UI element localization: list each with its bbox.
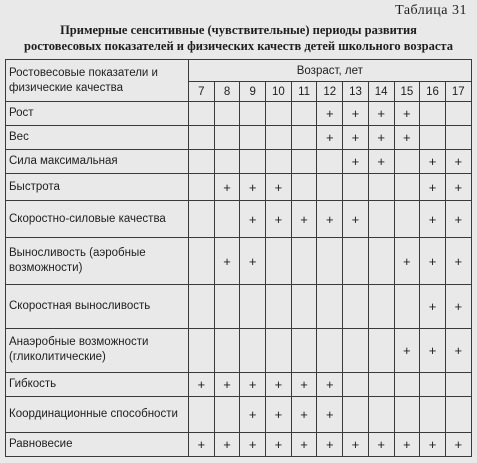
- sensitivity-mark-cell: +: [291, 201, 317, 238]
- sensitivity-mark-cell: [189, 201, 215, 238]
- table-row: [6, 238, 472, 285]
- sensitivity-mark-cell: [343, 396, 369, 432]
- age-header-cell: 8: [214, 82, 240, 102]
- sensitivity-mark-cell: +: [214, 174, 240, 201]
- sensitivity-mark-cell: +: [343, 150, 369, 174]
- sensitivity-mark-cell: [343, 372, 369, 396]
- sensitivity-mark-cell: [240, 150, 266, 174]
- sensitivity-mark-cell: +: [394, 432, 420, 456]
- sensitivity-mark-cell: [343, 174, 369, 201]
- sensitivity-mark-cell: [189, 396, 215, 432]
- sensitivity-mark-cell: [394, 150, 420, 174]
- sensitivity-mark-cell: +: [368, 102, 394, 126]
- sensitivity-mark-cell: [266, 238, 292, 285]
- sensitive-periods-table: [5, 59, 472, 457]
- sensitivity-mark-cell: +: [420, 174, 446, 201]
- sensitivity-mark-cell: +: [189, 372, 215, 396]
- sensitivity-mark-cell: +: [240, 432, 266, 456]
- sensitivity-mark-cell: [214, 126, 240, 150]
- sensitivity-mark-cell: +: [317, 372, 343, 396]
- sensitivity-mark-cell: +: [291, 372, 317, 396]
- sensitivity-mark-cell: [291, 285, 317, 329]
- sensitivity-mark-cell: [420, 396, 446, 432]
- sensitivity-mark-cell: +: [343, 126, 369, 150]
- sensitivity-mark-cell: [343, 285, 369, 329]
- sensitivity-mark-cell: +: [317, 102, 343, 126]
- header-age: Возраст, лет: [189, 60, 472, 82]
- table-row: [6, 285, 472, 329]
- age-header-cell: 13: [343, 82, 369, 102]
- row-label: Рост: [6, 102, 189, 126]
- sensitivity-mark-cell: +: [240, 396, 266, 432]
- sensitivity-mark-cell: +: [266, 372, 292, 396]
- sensitivity-mark-cell: +: [266, 432, 292, 456]
- sensitivity-mark-cell: [240, 126, 266, 150]
- sensitivity-mark-cell: +: [317, 396, 343, 432]
- sensitivity-mark-cell: [394, 396, 420, 432]
- sensitivity-mark-cell: [214, 201, 240, 238]
- row-label: Быстрота: [6, 174, 189, 201]
- sensitivity-mark-cell: [394, 372, 420, 396]
- table-row: [6, 174, 472, 201]
- sensitivity-mark-cell: +: [343, 201, 369, 238]
- age-header-cell: 17: [445, 82, 471, 102]
- row-label: Скоростная выносливость: [6, 285, 189, 329]
- sensitivity-mark-cell: [368, 201, 394, 238]
- sensitivity-mark-cell: +: [420, 285, 446, 329]
- sensitivity-mark-cell: +: [240, 372, 266, 396]
- row-label: Анаэробные возможности (гликолитические): [6, 329, 189, 373]
- sensitivity-mark-cell: [291, 174, 317, 201]
- sensitivity-mark-cell: [214, 396, 240, 432]
- sensitivity-mark-cell: +: [266, 201, 292, 238]
- sensitivity-mark-cell: +: [266, 396, 292, 432]
- sensitivity-mark-cell: [291, 238, 317, 285]
- header-indicators: Ростовесовые показатели и физические качества: [6, 60, 189, 102]
- table-row: [6, 372, 472, 396]
- sensitivity-mark-cell: [266, 102, 292, 126]
- sensitivity-mark-cell: [420, 372, 446, 396]
- sensitivity-mark-cell: [368, 238, 394, 285]
- table-row: [6, 329, 472, 373]
- sensitivity-mark-cell: [189, 150, 215, 174]
- sensitivity-mark-cell: [420, 102, 446, 126]
- age-header-cell: 11: [291, 82, 317, 102]
- table-row: [6, 396, 472, 432]
- sensitivity-mark-cell: [317, 238, 343, 285]
- row-label: Выносливость (аэробные возможности): [6, 238, 189, 285]
- sensitivity-mark-cell: [394, 174, 420, 201]
- row-label: Гибкость: [6, 372, 189, 396]
- age-header-cell: 12: [317, 82, 343, 102]
- sensitivity-mark-cell: +: [240, 174, 266, 201]
- sensitivity-mark-cell: [394, 285, 420, 329]
- sensitivity-mark-cell: [343, 329, 369, 373]
- age-header-cell: 10: [266, 82, 292, 102]
- sensitivity-mark-cell: [291, 329, 317, 373]
- row-label: Равновесие: [6, 432, 189, 456]
- sensitivity-mark-cell: +: [189, 432, 215, 456]
- row-label: Вес: [6, 126, 189, 150]
- sensitivity-mark-cell: +: [445, 150, 471, 174]
- sensitivity-mark-cell: [445, 372, 471, 396]
- sensitivity-mark-cell: +: [394, 238, 420, 285]
- sensitivity-mark-cell: +: [394, 102, 420, 126]
- sensitivity-mark-cell: [343, 238, 369, 285]
- table-title-line-2: ростовесовых показателей и физических качеств детей школьного возраста: [24, 39, 453, 53]
- sensitivity-mark-cell: [240, 329, 266, 373]
- sensitivity-mark-cell: +: [420, 201, 446, 238]
- sensitivity-mark-cell: [266, 329, 292, 373]
- sensitivity-mark-cell: [214, 329, 240, 373]
- sensitivity-mark-cell: +: [420, 238, 446, 285]
- row-label: Скоростно-силовые качества: [6, 201, 189, 238]
- table-row: [6, 102, 472, 126]
- sensitivity-mark-cell: +: [317, 201, 343, 238]
- sensitivity-mark-cell: [291, 126, 317, 150]
- age-header-cell: 9: [240, 82, 266, 102]
- age-header-cell: 16: [420, 82, 446, 102]
- age-header-cell: 15: [394, 82, 420, 102]
- sensitivity-mark-cell: +: [291, 432, 317, 456]
- sensitivity-mark-cell: [240, 285, 266, 329]
- sensitivity-mark-cell: [394, 201, 420, 238]
- sensitivity-mark-cell: [266, 285, 292, 329]
- sensitivity-mark-cell: [317, 329, 343, 373]
- sensitivity-mark-cell: [189, 285, 215, 329]
- sensitivity-mark-cell: [317, 285, 343, 329]
- sensitivity-mark-cell: +: [266, 174, 292, 201]
- table-row: [6, 432, 472, 456]
- sensitivity-mark-cell: +: [368, 432, 394, 456]
- sensitivity-mark-cell: [214, 150, 240, 174]
- age-header-cell: 7: [189, 82, 215, 102]
- sensitivity-mark-cell: [291, 150, 317, 174]
- sensitivity-mark-cell: +: [445, 329, 471, 373]
- table-number: Таблица 31: [395, 3, 467, 18]
- sensitivity-mark-cell: [445, 396, 471, 432]
- sensitivity-mark-cell: +: [445, 238, 471, 285]
- sensitivity-mark-cell: +: [420, 432, 446, 456]
- sensitivity-mark-cell: [317, 174, 343, 201]
- sensitivity-mark-cell: [420, 126, 446, 150]
- sensitivity-mark-cell: +: [394, 329, 420, 373]
- sensitivity-mark-cell: [368, 396, 394, 432]
- sensitivity-mark-cell: +: [445, 432, 471, 456]
- sensitivity-mark-cell: +: [368, 126, 394, 150]
- sensitivity-mark-cell: [445, 102, 471, 126]
- sensitivity-mark-cell: [189, 238, 215, 285]
- sensitivity-mark-cell: +: [214, 372, 240, 396]
- table-row: [6, 201, 472, 238]
- sensitivity-mark-cell: [266, 126, 292, 150]
- sensitivity-mark-cell: +: [368, 150, 394, 174]
- sensitivity-mark-cell: [189, 329, 215, 373]
- sensitivity-mark-cell: +: [420, 150, 446, 174]
- sensitivity-mark-cell: +: [394, 126, 420, 150]
- sensitivity-mark-cell: [189, 174, 215, 201]
- sensitivity-mark-cell: [368, 372, 394, 396]
- sensitivity-mark-cell: +: [291, 396, 317, 432]
- row-label: Координационные способности: [6, 396, 189, 432]
- sensitivity-mark-cell: [368, 174, 394, 201]
- sensitivity-mark-cell: +: [445, 201, 471, 238]
- sensitivity-mark-cell: [368, 285, 394, 329]
- sensitivity-mark-cell: [317, 150, 343, 174]
- sensitivity-mark-cell: [189, 126, 215, 150]
- sensitivity-mark-cell: +: [343, 432, 369, 456]
- table-title-line-1: Примерные сенситивные (чувствительные) периоды развития: [60, 23, 417, 37]
- sensitivity-mark-cell: +: [445, 285, 471, 329]
- sensitivity-mark-cell: +: [317, 126, 343, 150]
- sensitivity-mark-cell: +: [214, 238, 240, 285]
- age-header-cell: 14: [368, 82, 394, 102]
- sensitivity-mark-cell: [214, 285, 240, 329]
- sensitivity-mark-cell: +: [240, 201, 266, 238]
- sensitivity-mark-cell: +: [240, 238, 266, 285]
- table-row: [6, 126, 472, 150]
- sensitivity-mark-cell: +: [343, 102, 369, 126]
- sensitivity-mark-cell: [368, 329, 394, 373]
- sensitivity-mark-cell: [189, 102, 215, 126]
- sensitivity-mark-cell: [240, 102, 266, 126]
- sensitivity-mark-cell: [291, 102, 317, 126]
- sensitivity-mark-cell: [266, 150, 292, 174]
- sensitivity-mark-cell: +: [317, 432, 343, 456]
- row-label: Сила максимальная: [6, 150, 189, 174]
- table-row: [6, 150, 472, 174]
- sensitivity-mark-cell: [445, 126, 471, 150]
- sensitivity-mark-cell: +: [214, 432, 240, 456]
- table-body: [6, 102, 472, 457]
- sensitivity-mark-cell: +: [420, 329, 446, 373]
- sensitivity-mark-cell: +: [445, 174, 471, 201]
- sensitivity-mark-cell: [214, 102, 240, 126]
